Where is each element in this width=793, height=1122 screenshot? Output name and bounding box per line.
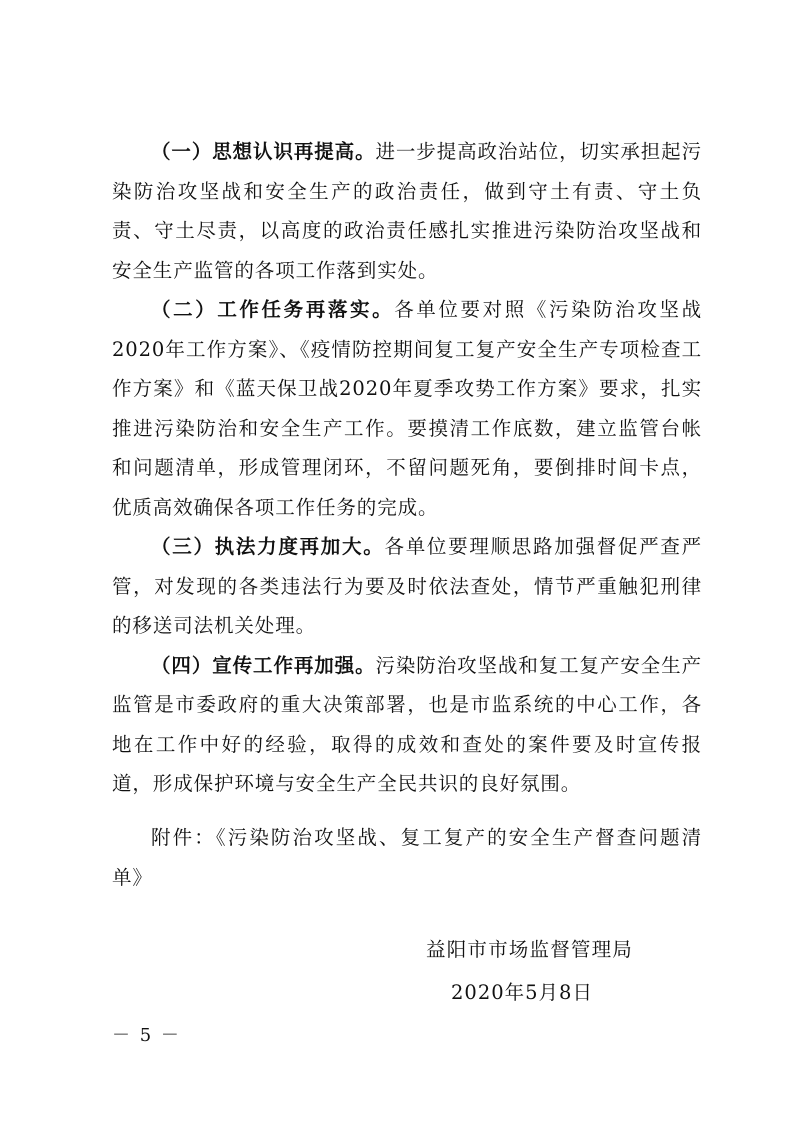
section-4-heading: （四）宣传工作再加强。: [151, 653, 376, 677]
page-number: － 5 －: [112, 1025, 181, 1046]
signature-date: 2020年5月8日: [451, 981, 593, 1004]
section-1: [112, 132, 702, 290]
section-2-heading: （二）工作任务再落实。: [151, 298, 395, 321]
section-1-heading: （一）思想认识再提高。: [151, 140, 376, 163]
section-2-text: 各单位要对照《污染防治攻坚战2020年工作方案》、《疫情防控期间复工复产安全生产专项检查工作方案》和《蓝天保卫战2020年夏季攻势工作方案》要求，扎实推进污染防治和安全生产工作。要摸清工作底数，建立监管台帐和问题清单，形成管理闭环，不留问题死角，要倒排时间卡点，优质高效确保各项工作任务的完成。: [112, 298, 702, 519]
document-body: [112, 132, 702, 804]
section-4: [112, 646, 702, 804]
section-4-text: 污染防治攻坚战和复工复产安全生产监管是市委政府的重大决策部署，也是市监系统的中心工作，各地在工作中好的经验，取得的成效和查处的案件要及时宣传报道，形成保护环境与安全生产全民共识的良好氛围。: [112, 653, 702, 795]
section-2: [112, 290, 702, 527]
signature-organization: 益阳市市场监督管理局: [426, 938, 634, 961]
section-3-heading: （三）执法力度再加大。: [151, 535, 385, 558]
section-3: [112, 527, 702, 646]
section-3-text: 各单位要理顺思路加强督促严查严管，对发现的各类违法行为要及时依法查处，情节严重触犯刑律的移送司法机关处理。: [112, 535, 702, 637]
section-1-text: 进一步提高政治站位，切实承担起污染防治攻坚战和安全生产的政治责任，做到守土有责、守土负责、守土尽责，以高度的政治责任感扎实推进污染防治攻坚战和安全生产监管的各项工作落到实处。: [112, 140, 702, 282]
attachment-note: 附件：《污染防治攻坚战、复工复产的安全生产督查问题清单》: [112, 826, 702, 889]
